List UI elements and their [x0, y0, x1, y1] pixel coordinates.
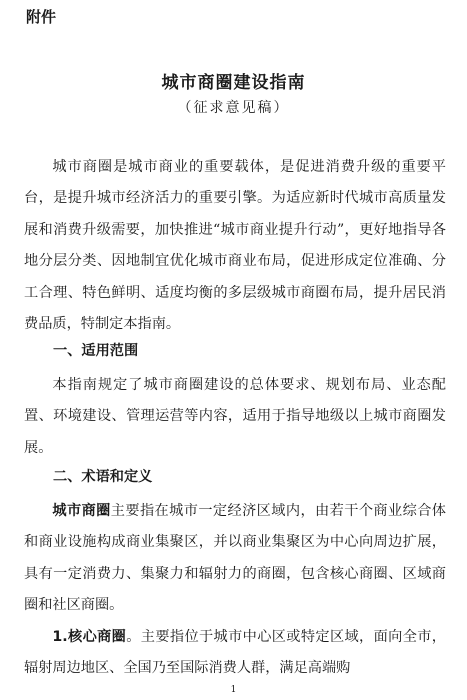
section-heading-scope: 一、适用范围 — [53, 343, 139, 359]
term-city-business-district: 城市商圈 — [52, 503, 111, 519]
document-subtitle: （征求意见稿） — [177, 100, 290, 116]
core-district-text: 。主要指位于城市中心区或特定区域，面向全市，辐射周边地区、全国乃至国际消费人群，满足高端购 — [24, 629, 446, 677]
scope-paragraph: 本指南规定了城市商圈建设的总体要求、规划布局、业态配置、环境建设、管理运营等内容，适用于指导地级以上城市商圈发展。 — [24, 377, 446, 456]
core-district-paragraph — [24, 622, 446, 685]
document-title: 城市商圈建设指南 — [161, 73, 306, 93]
page-number: 1 — [230, 685, 237, 695]
intro-paragraph: 城市商圈是城市商业的重要载体，是促进消费升级的重要平台，是提升城市经济活力的重要引擎。为适应新时代城市高质量发展和消费升级需要，加快推进“城市商业提升行动”，更好地指导各地分层分类、因地制宜优化城市商业布局，促进形成定位准确、分工合理、特色鲜明、适度均衡的多层级城市商圈布局，提升居民消费品质，特制定本指南。 — [24, 159, 446, 333]
attachment-label: 附件 — [26, 8, 57, 26]
section-heading-terms: 二、术语和定义 — [53, 469, 153, 485]
definition-text: 主要指在城市一定经济区域内，由若干个商业综合体和商业设施构成商业集聚区，并以商业集聚区为中心向周边扩展，具有一定消费力、集聚力和辐射力的商圈，包含核心商圈、区域商圈和社区商圈。 — [24, 503, 446, 614]
term-core-district: 1.核心商圈 — [52, 629, 127, 645]
definition-paragraph — [24, 496, 446, 622]
